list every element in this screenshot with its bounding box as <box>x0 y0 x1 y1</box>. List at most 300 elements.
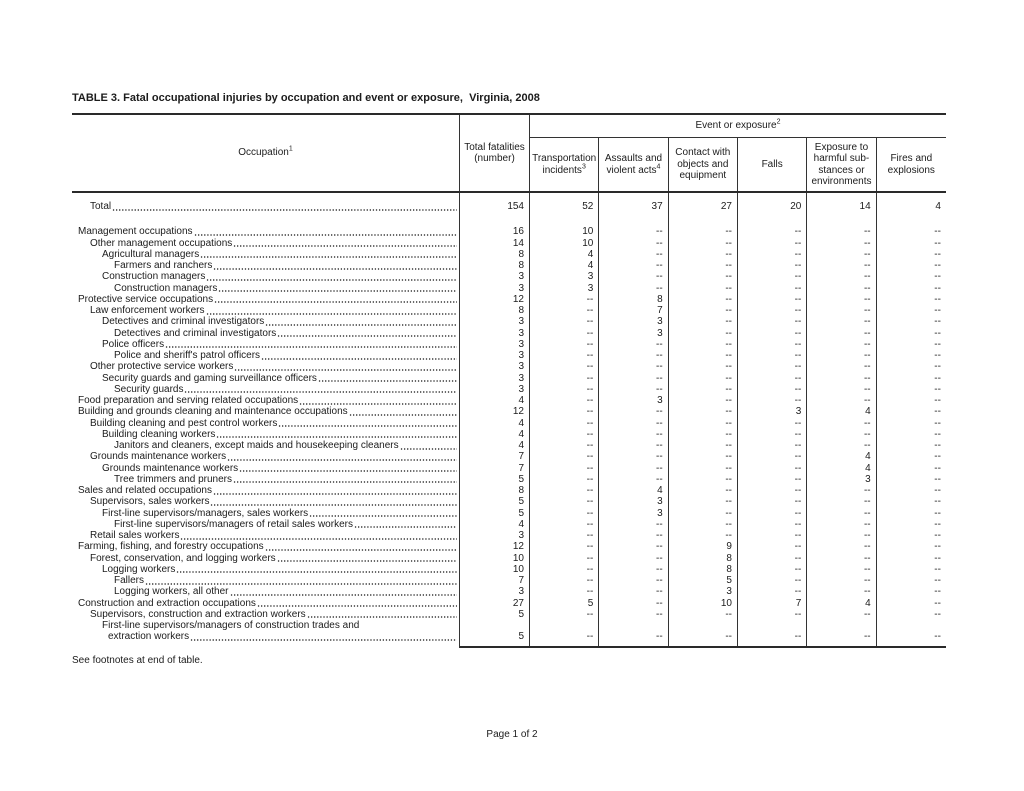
occupation-label: Construction and extraction occupations <box>78 597 256 609</box>
event-cell: -- <box>934 372 941 384</box>
dot-leader <box>200 249 457 260</box>
table-row <box>72 238 946 249</box>
event-cell: -- <box>530 530 599 541</box>
event-cell: -- <box>530 418 599 429</box>
occupation-cell <box>72 384 460 395</box>
event-cell: -- <box>599 418 668 429</box>
occupation-cell <box>72 485 460 496</box>
event-cell: -- <box>669 294 738 305</box>
table-row <box>72 575 946 586</box>
total-fatalities-cell: 4 <box>460 395 530 406</box>
event-cell: -- <box>934 608 941 620</box>
event-cell: -- <box>738 271 807 282</box>
event-cell: -- <box>738 463 807 474</box>
total-fatalities-cell: 4 <box>460 440 530 451</box>
event-cell: -- <box>934 406 941 418</box>
event-cell: -- <box>599 361 668 372</box>
event-cell: -- <box>934 417 941 429</box>
occupation-cell <box>72 212 460 226</box>
table-row <box>72 201 946 212</box>
event-cell: -- <box>807 238 876 249</box>
event-cell <box>530 193 599 201</box>
event-cell: -- <box>669 451 738 462</box>
occupation-label: Security guards and gaming surveillance officers <box>102 372 317 384</box>
event-cell: -- <box>807 530 876 541</box>
event-cell <box>599 620 668 631</box>
event-cell: 4 <box>530 249 599 260</box>
occupation-cell <box>72 474 460 485</box>
table-row <box>72 339 946 350</box>
event-cell: -- <box>934 440 941 451</box>
event-cell: -- <box>669 406 738 417</box>
event-cell: -- <box>530 609 599 620</box>
occupation-label: Building cleaning and pest control workers <box>90 417 278 429</box>
occupation-cell <box>72 463 460 474</box>
event-cell: 3 <box>530 283 599 294</box>
table-row <box>72 328 946 339</box>
occupation-label: Logging workers, all other <box>114 586 229 598</box>
event-cell: -- <box>669 361 738 372</box>
table-row <box>72 373 946 384</box>
occupation-column-header: Occupation$^1$ <box>72 115 460 191</box>
event-cell: 4 <box>530 260 599 271</box>
event-cell: -- <box>530 575 599 586</box>
table-row <box>72 361 946 372</box>
event-cell: 4 <box>807 451 876 462</box>
event-cell: 3 <box>530 271 599 282</box>
occupation-cell <box>72 201 460 212</box>
total-fatalities-cell: 12 <box>460 406 530 417</box>
event-cell: 3 <box>669 586 738 597</box>
event-cell: -- <box>669 226 738 237</box>
table-row <box>72 406 946 417</box>
event-cell: 7 <box>599 305 668 316</box>
event-cell: -- <box>807 541 876 552</box>
occupation-cell <box>72 260 460 271</box>
event-cell: -- <box>738 575 807 586</box>
event-cell: 37 <box>599 201 668 212</box>
table-row <box>72 451 946 462</box>
event-cell: -- <box>934 350 941 361</box>
event-cell: -- <box>934 530 941 541</box>
event-cell: -- <box>669 418 738 429</box>
event-cell <box>738 212 807 226</box>
total-fatalities-cell <box>460 620 530 631</box>
event-cell: -- <box>669 305 738 316</box>
event-cell: -- <box>807 384 876 395</box>
dot-leader <box>213 260 457 271</box>
table-row <box>72 474 946 485</box>
event-cell: -- <box>599 373 668 384</box>
event-cell: -- <box>669 609 738 620</box>
event-cell <box>877 193 946 201</box>
event-cell: 8 <box>599 294 668 305</box>
event-cell: 9 <box>669 541 738 552</box>
event-cell: -- <box>599 598 668 609</box>
dot-leader <box>299 395 457 406</box>
total-fatalities-cell <box>460 193 530 201</box>
total-fatalities-cell: 3 <box>460 530 530 541</box>
dot-leader <box>277 553 457 564</box>
event-cell: -- <box>934 395 941 406</box>
dot-leader <box>233 474 457 485</box>
event-cell: -- <box>738 249 807 260</box>
event-cell <box>807 212 876 226</box>
table-row <box>72 508 946 519</box>
event-cell: -- <box>934 485 941 496</box>
event-cell: -- <box>934 518 941 530</box>
total-fatalities-cell: 3 <box>460 339 530 350</box>
event-cell: -- <box>934 451 941 463</box>
event-cell: -- <box>807 249 876 260</box>
event-cell: -- <box>599 440 668 451</box>
event-cell: -- <box>934 631 941 643</box>
event-cell: -- <box>934 248 941 260</box>
dot-leader <box>206 305 458 316</box>
total-fatalities-cell: 3 <box>460 316 530 327</box>
event-cell: -- <box>934 327 941 339</box>
occupation-cell <box>72 294 460 305</box>
event-cell: -- <box>530 496 599 507</box>
occupation-cell <box>72 508 460 519</box>
occupation-label: Construction managers <box>114 282 218 294</box>
table-row <box>72 395 946 406</box>
event-cell: -- <box>669 530 738 541</box>
event-cell: 10 <box>530 226 599 237</box>
event-cell: -- <box>738 226 807 237</box>
event-cell: -- <box>530 395 599 406</box>
event-cell: 8 <box>669 553 738 564</box>
event-cell: -- <box>807 316 876 327</box>
event-cell: 14 <box>807 201 876 212</box>
total-fatalities-cell: 3 <box>460 271 530 282</box>
event-cell: -- <box>807 575 876 586</box>
event-cell: 27 <box>669 201 738 212</box>
dot-leader <box>214 294 457 305</box>
total-fatalities-cell: 3 <box>460 384 530 395</box>
event-cell: -- <box>530 328 599 339</box>
dot-leader <box>265 316 457 327</box>
table-row <box>72 283 946 294</box>
footnote-marker: 2 <box>776 118 781 126</box>
event-cell: -- <box>599 586 668 597</box>
dot-leader <box>112 201 457 212</box>
table-row <box>72 418 946 429</box>
event-cell: -- <box>599 238 668 249</box>
dot-leader <box>165 339 457 350</box>
occupation-cell <box>72 440 460 451</box>
event-cell: -- <box>669 485 738 496</box>
occupation-label: Retail sales workers <box>90 530 180 541</box>
occupation-cell <box>72 283 460 294</box>
event-cell: -- <box>807 271 876 282</box>
dot-leader <box>265 541 457 552</box>
table-row <box>72 384 946 395</box>
event-cell: -- <box>738 496 807 507</box>
occupation-cell <box>72 564 460 575</box>
event-cell: -- <box>807 631 876 642</box>
event-cell: -- <box>807 609 876 620</box>
event-cell: -- <box>530 429 599 440</box>
occupation-cell <box>72 249 460 260</box>
occupation-cell <box>72 226 460 237</box>
event-cell: 10 <box>669 598 738 609</box>
table-row <box>72 631 946 642</box>
event-cell <box>599 212 668 226</box>
event-cell: -- <box>599 519 668 530</box>
event-cell: -- <box>934 428 941 440</box>
occupation-label: Police and sheriff's patrol officers <box>114 350 261 361</box>
total-fatalities-cell: 4 <box>460 429 530 440</box>
event-cell: -- <box>807 260 876 271</box>
event-cell: -- <box>669 631 738 642</box>
fatal-injuries-table <box>72 113 946 648</box>
column-header-transportation-incidents: Transportation incidents$^3$ <box>530 138 599 191</box>
occupation-cell <box>72 418 460 429</box>
event-cell: 5 <box>530 598 599 609</box>
total-fatalities-column-header: Total fatalities (number) <box>460 115 530 191</box>
event-cell: -- <box>530 541 599 552</box>
event-cell: -- <box>934 383 941 395</box>
total-fatalities-cell: 3 <box>460 361 530 372</box>
event-cell: -- <box>669 316 738 327</box>
event-cell: -- <box>738 553 807 564</box>
dot-leader <box>180 530 457 541</box>
event-cell: -- <box>530 440 599 451</box>
table-row <box>72 316 946 327</box>
occupation-label: Detectives and criminal investigators <box>102 316 265 328</box>
event-cell: -- <box>530 564 599 575</box>
total-fatalities-cell: 5 <box>460 496 530 507</box>
table-row <box>72 294 946 305</box>
event-cell: -- <box>669 474 738 485</box>
occupation-label: Law enforcement workers <box>90 305 205 316</box>
event-cell: -- <box>669 339 738 350</box>
total-fatalities-cell: 10 <box>460 564 530 575</box>
event-cell: -- <box>599 564 668 575</box>
event-cell: -- <box>738 474 807 485</box>
total-fatalities-cell: 12 <box>460 294 530 305</box>
spacer-row <box>72 193 946 201</box>
event-cell: 7 <box>738 598 807 609</box>
occupation-label: Other protective service workers <box>90 361 234 373</box>
table-header <box>72 115 946 193</box>
occupation-cell <box>72 350 460 361</box>
occupation-label: Supervisors, sales workers <box>90 496 210 508</box>
total-fatalities-cell: 3 <box>460 328 530 339</box>
footnote-marker: 1 <box>288 145 293 153</box>
occupation-cell <box>72 429 460 440</box>
event-cell: -- <box>599 451 668 462</box>
occupation-cell <box>72 373 460 384</box>
event-cell: -- <box>738 586 807 597</box>
event-cell: -- <box>599 350 668 361</box>
event-cell: -- <box>807 305 876 316</box>
dot-leader <box>210 496 457 507</box>
event-cell: -- <box>530 294 599 305</box>
occupation-cell <box>72 305 460 316</box>
occupation-label: Logging workers <box>102 563 176 575</box>
total-fatalities-cell: 5 <box>460 474 530 485</box>
event-cell: -- <box>807 395 876 406</box>
occupation-label: Forest, conservation, and logging workers <box>90 552 276 564</box>
event-cell: -- <box>599 249 668 260</box>
occupation-cell <box>72 643 460 649</box>
event-cell: -- <box>738 384 807 395</box>
event-cell <box>669 193 738 201</box>
event-cell: -- <box>530 508 599 519</box>
table-row <box>72 260 946 271</box>
event-cell: -- <box>530 485 599 496</box>
event-cell: 3 <box>599 508 668 519</box>
event-cell: -- <box>669 496 738 507</box>
table-body <box>72 193 946 648</box>
table-row <box>72 249 946 260</box>
event-cell: 5 <box>669 575 738 586</box>
event-cell: -- <box>807 226 876 237</box>
dot-leader <box>227 451 457 462</box>
event-cell: -- <box>934 226 941 238</box>
event-cell: -- <box>738 294 807 305</box>
event-cell: -- <box>530 305 599 316</box>
event-cell: -- <box>738 631 807 642</box>
dot-leader <box>257 598 457 609</box>
event-cell: -- <box>530 350 599 361</box>
event-cell: -- <box>530 631 599 642</box>
occupation-label: Farming, fishing, and forestry occupations <box>78 541 264 553</box>
event-cell: 4 <box>599 485 668 496</box>
event-cell: -- <box>807 553 876 564</box>
event-cell: -- <box>530 451 599 462</box>
event-cell: -- <box>807 350 876 361</box>
event-cell: -- <box>934 282 941 294</box>
event-cell: -- <box>738 429 807 440</box>
event-cell: -- <box>738 238 807 249</box>
total-fatalities-cell: 5 <box>460 631 530 642</box>
dot-leader <box>318 373 457 384</box>
event-cell: -- <box>738 395 807 406</box>
event-cell: -- <box>599 429 668 440</box>
total-fatalities-cell: 4 <box>460 519 530 530</box>
event-cell: -- <box>669 238 738 249</box>
table-row <box>72 564 946 575</box>
event-cell: -- <box>934 293 941 305</box>
event-cell: -- <box>669 249 738 260</box>
total-fatalities-cell: 3 <box>460 283 530 294</box>
event-cell: -- <box>599 530 668 541</box>
see-footnotes-note: See footnotes at end of table. <box>72 655 203 666</box>
event-cell: -- <box>738 350 807 361</box>
table-row <box>72 440 946 451</box>
dot-leader <box>307 609 457 620</box>
event-cell: -- <box>738 485 807 496</box>
event-cell: -- <box>599 474 668 485</box>
event-cell: -- <box>807 373 876 384</box>
total-fatalities-cell: 8 <box>460 249 530 260</box>
event-cell: 20 <box>738 201 807 212</box>
event-cell: -- <box>738 564 807 575</box>
table-row <box>72 463 946 474</box>
dot-leader <box>218 283 457 294</box>
total-fatalities-cell: 10 <box>460 553 530 564</box>
event-cell: -- <box>530 316 599 327</box>
event-cell: -- <box>669 429 738 440</box>
event-cell: 3 <box>599 316 668 327</box>
event-cell: -- <box>807 361 876 372</box>
dot-leader <box>234 361 457 372</box>
event-cell: -- <box>807 440 876 451</box>
event-cell: -- <box>807 496 876 507</box>
dot-leader <box>145 575 457 586</box>
event-cell: -- <box>738 609 807 620</box>
table-row <box>72 553 946 564</box>
page-number: Page 1 of 2 <box>486 729 538 740</box>
event-cell: -- <box>530 339 599 350</box>
event-cell: -- <box>669 271 738 282</box>
event-cell: -- <box>669 519 738 530</box>
event-exposure-group-header: Event or exposure$^2$ <box>530 115 946 138</box>
occupation-label: Sales and related occupations <box>78 485 212 496</box>
event-cell: -- <box>599 463 668 474</box>
total-fatalities-cell: 12 <box>460 541 530 552</box>
event-cell <box>599 193 668 201</box>
event-cell: -- <box>599 271 668 282</box>
occupation-label: Supervisors, construction and extraction workers <box>90 608 306 620</box>
event-cell: -- <box>669 384 738 395</box>
table-row <box>72 305 946 316</box>
event-cell: -- <box>738 361 807 372</box>
occupation-cell <box>72 553 460 564</box>
column-header-assaults-violent-acts: Assaults and violent acts$^4$ <box>599 138 668 191</box>
event-cell: -- <box>807 418 876 429</box>
table-row <box>72 485 946 496</box>
table-row <box>72 598 946 609</box>
table-row <box>72 226 946 237</box>
event-cell: -- <box>934 361 941 373</box>
occupation-cell <box>72 339 460 350</box>
event-cell: -- <box>669 260 738 271</box>
event-cell: 4 <box>807 598 876 609</box>
occupation-label: Janitors and cleaners, except maids and housekeeping cleaners <box>114 440 399 451</box>
dot-leader <box>277 328 457 339</box>
occupation-cell <box>72 530 460 541</box>
event-cell: -- <box>530 463 599 474</box>
event-cell: -- <box>807 485 876 496</box>
total-fatalities-cell: 27 <box>460 598 530 609</box>
event-cell: -- <box>807 429 876 440</box>
event-cell: -- <box>934 473 941 485</box>
table-title: TABLE 3. Fatal occupational injuries by occupation and event or exposure, Virginia, 2008 <box>72 92 540 104</box>
dot-leader <box>278 418 457 429</box>
event-cell <box>669 212 738 226</box>
occupation-cell <box>72 575 460 586</box>
occupation-cell <box>72 451 460 462</box>
event-cell: -- <box>530 586 599 597</box>
event-cell: -- <box>738 418 807 429</box>
event-cell: -- <box>530 384 599 395</box>
occupation-label: Management occupations <box>78 226 193 238</box>
event-cell: -- <box>669 440 738 451</box>
occupation-cell <box>72 271 460 282</box>
total-fatalities-cell: 3 <box>460 350 530 361</box>
event-cell: -- <box>669 508 738 519</box>
total-fatalities-cell: 4 <box>460 418 530 429</box>
occupation-cell <box>72 193 460 201</box>
occupation-cell <box>72 406 460 417</box>
table-row <box>72 519 946 530</box>
event-cell: 3 <box>807 474 876 485</box>
event-cell: -- <box>599 283 668 294</box>
